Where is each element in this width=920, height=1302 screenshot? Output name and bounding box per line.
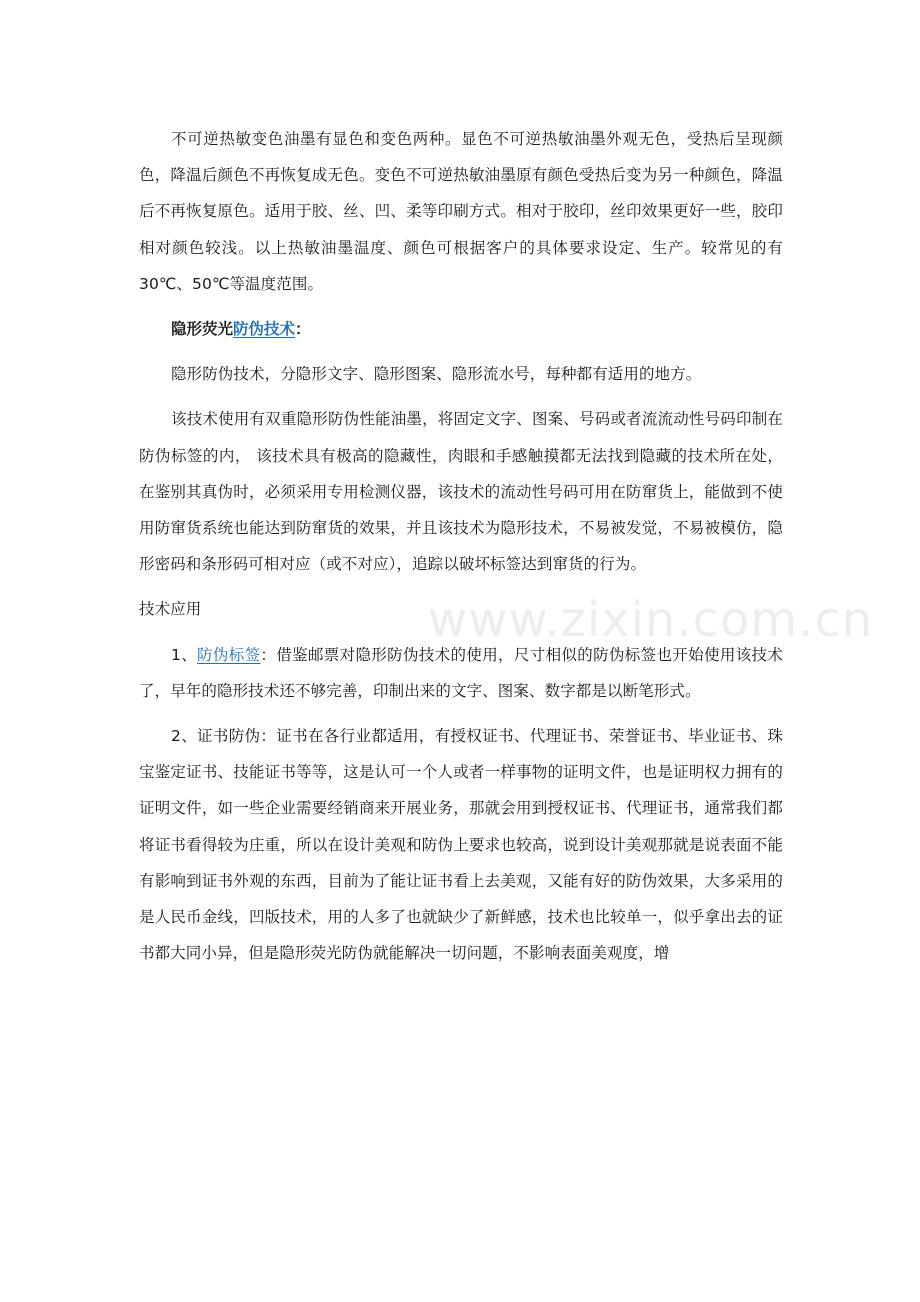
heading-prefix: 隐形荧光 xyxy=(171,320,234,339)
section-title-applications: 技术应用 xyxy=(139,600,202,619)
watermark: www.zixin.com.cn xyxy=(428,592,874,648)
item1-text: ：借鉴邮票对隐形防伪技术的使用，尺寸相似的防伪标签也开始使用该技术了，早年的隐形技术还不够完善，印制出来的文字、图案、数字都是以断笔形式。 xyxy=(139,645,783,700)
heading-suffix: ： xyxy=(295,320,311,339)
paragraph-irreversible-ink: 不可逆热敏变色油墨有显色和变色两种。显色不可逆热敏油墨外观无色，受热后呈现颜色，降温后颜色不再恢复成无色。变色不可逆热敏油墨原有颜色受热后变为另一种颜色，降温后不再恢复原色。适用于胶、丝、凹、柔等印刷方式。相对于胶印，丝印效果更好一些，胶印相对颜色较浅。以上热敏油墨温度、颜色可根据客户的具体要求设定、生产。较常见的有 30℃、50℃等温度范围。 xyxy=(139,130,783,293)
section-heading-invisible-fluorescent xyxy=(139,311,783,347)
anti-counterfeit-tech-link[interactable]: 防伪技术 xyxy=(233,320,296,339)
anti-counterfeit-label-link[interactable]: 防伪标签 xyxy=(197,645,261,664)
paragraph-invisible-ink-details: 该技术使用有双重隐形防伪性能油墨，将固定文字、图案、号码或者流流动性号码印制在防伪标签的内， 该技术具有极高的隐藏性，肉眼和手感触摸都无法找到隐藏的技术所在处，在鉴别其真伪时，必须采用专用检测仪器，该技术的流动性号码可用在防窜货上，能做到不使用防窜货系统也能达到防窜货的效果，并且该技术为隐形技术，不易被发觉，不易被模仿，隐形密码和条形码可相对应（或不对应），追踪以破坏标签达到窜货的行为。 xyxy=(139,410,783,574)
paragraph-invisible-types: 隐形防伪技术，分隐形文字、隐形图案、隐形流水号，每种都有适用的地方。 xyxy=(171,365,702,384)
list-item-anti-counterfeit-label xyxy=(139,637,783,709)
document-body xyxy=(139,121,783,971)
list-item-certificate: 2、证书防伪：证书在各行业都适用，有授权证书、代理证书、荣誉证书、毕业证书、珠宝鉴定证书、技能证书等等，这是认可一个人或者一样事物的证明文件，也是证明权力拥有的证明文件，如一些企业需要经销商来开展业务，那就会用到授权证书、代理证书，通常我们都将证书看得较为庄重，所以在设计美观和防伪上要求也较高，说到设计美观那就是说表面不能有影响到证书外观的东西，目前为了能让证书看上去美观，又能有好的防伪效果，大多采用的是人民币金线，凹版技术，用的人多了也就缺少了新鲜感，技术也比较单一，似乎拿出去的证书都大同小异，但是隐形荧光防伪就能解决一切问题，不影响表面美观度，增 xyxy=(139,727,783,963)
item1-number: 1、 xyxy=(171,645,198,664)
